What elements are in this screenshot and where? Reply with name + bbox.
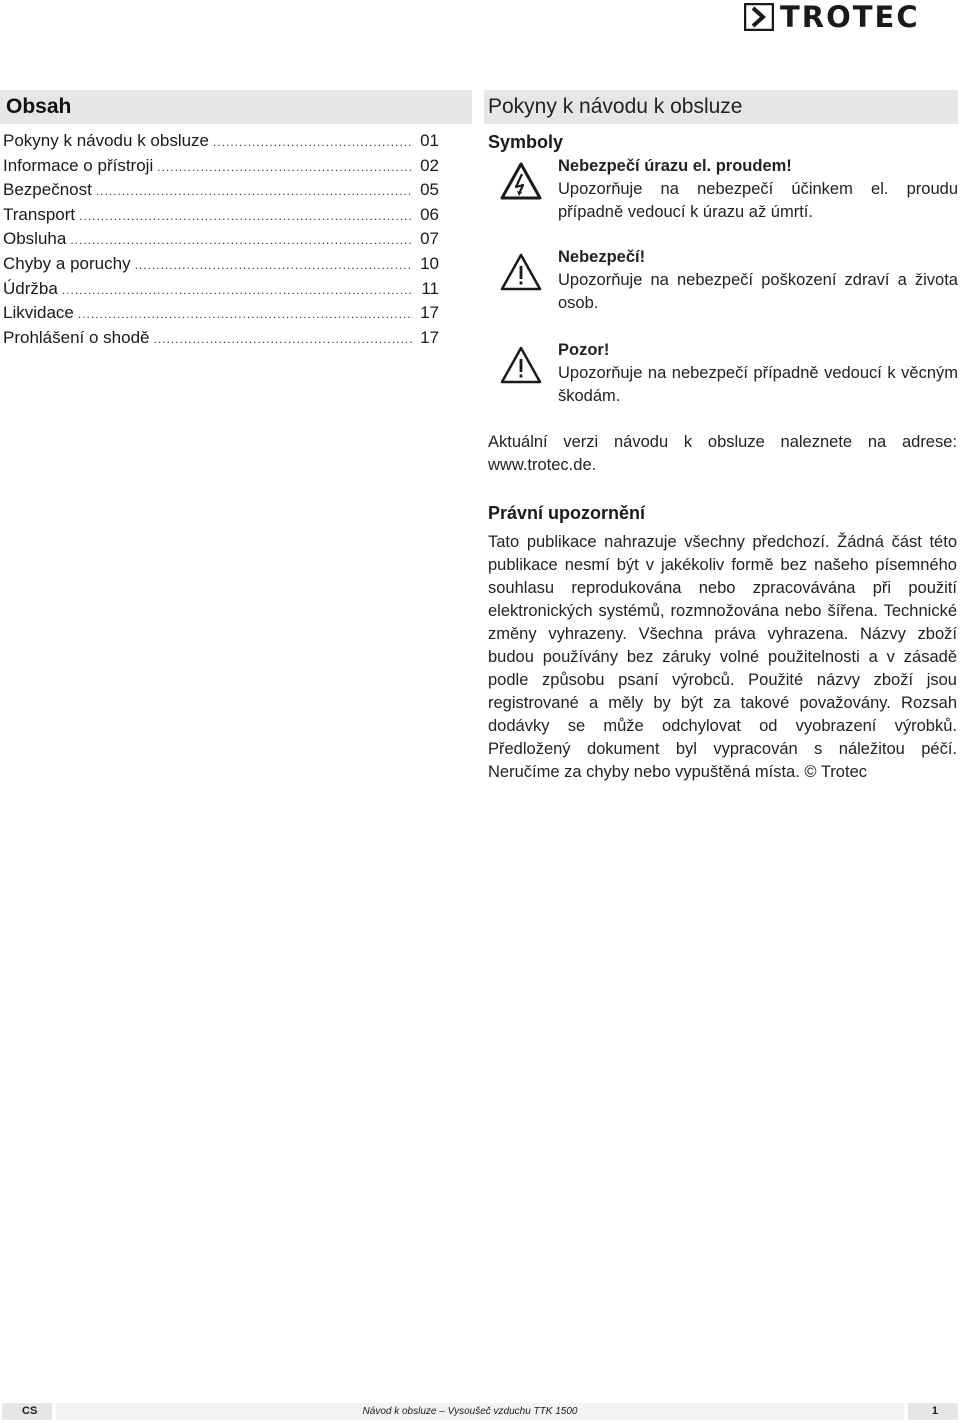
section-title: Pokyny k návodu k obsluze — [484, 90, 958, 124]
toc-item-label: Prohlášení o shodě — [3, 327, 150, 347]
logo-text: TROTEC — [780, 0, 920, 34]
symbol-text: Upozorňuje na nebezpečí účinkem el. proudu případně vedoucí k úrazu až úmrtí. — [558, 180, 958, 221]
electric-hazard-icon — [500, 161, 542, 201]
legal-heading: Právní upozornění — [488, 503, 646, 523]
warning-icon — [500, 252, 542, 292]
toc-leader — [154, 332, 414, 346]
toc-item[interactable] — [0, 131, 439, 156]
toc-item-label: Chyby a poruchy — [3, 253, 131, 273]
symbol-caution — [484, 339, 958, 408]
toc-list — [0, 131, 472, 352]
toc-item[interactable] — [0, 279, 439, 304]
toc-item[interactable] — [0, 303, 439, 328]
toc-item-label: Informace o přístroji — [3, 155, 154, 175]
symbols-heading: Symboly — [488, 132, 564, 152]
toc-leader — [78, 307, 413, 321]
footer-language: CS — [2, 1403, 52, 1420]
toc-item-label: Likvidace — [3, 303, 74, 323]
toc-item-page: 17 — [420, 327, 439, 347]
symbol-title: Nebezpečí úrazu el. proudem! — [558, 157, 792, 175]
toc-item[interactable] — [0, 254, 439, 279]
toc-item-label: Obsluha — [3, 229, 67, 249]
toc-item-page: 02 — [420, 155, 439, 175]
toc-item-page: 11 — [421, 278, 439, 298]
toc-item-label: Bezpečnost — [3, 180, 92, 200]
footer-title: Návod k obsluze – Vysoušeč vzduchu TTK 1500 — [56, 1403, 904, 1420]
toc-item-page: 10 — [420, 253, 439, 273]
symbol-title: Nebezpečí! — [558, 248, 646, 266]
page-footer — [2, 1403, 958, 1420]
toc-leader — [79, 209, 413, 223]
version-note: Aktuální verzi návodu k obsluze naleznete na adrese: www.trotec.de. — [488, 433, 957, 474]
toc-item-label: Údržba — [3, 278, 58, 298]
symbol-title: Pozor! — [558, 341, 610, 359]
toc-item-label: Pokyny k návodu k obsluze — [3, 131, 210, 150]
toc-item[interactable] — [0, 156, 439, 181]
toc-item[interactable] — [0, 328, 439, 353]
symbol-text: Upozorňuje na nebezpečí případně vedoucí k věcným škodám. — [558, 364, 958, 405]
logo-chevron-icon — [744, 3, 774, 31]
toc-leader — [62, 283, 413, 297]
toc-item-page: 05 — [420, 180, 439, 200]
footer-page-number: 1 — [908, 1403, 958, 1420]
table-of-contents — [0, 90, 472, 352]
toc-item[interactable] — [0, 180, 439, 205]
caution-icon — [500, 345, 542, 385]
symbol-electric-hazard — [484, 155, 958, 224]
legal-text: Tato publikace nahrazuje všechny předchozí. Žádná část této publikace nesmí být v jakékoliv formě bez našeho písemného souhlasu reprodukována nebo zpracovávána při použití elektronických systémů, rozmnožována nebo šířena. Technické změny vyhrazeny. Všechna práva vyhrazena. Názvy zboží budou používány bez záruky volné použitelnosti a v zásadě podle způsobu psaní výrobců. Použité názvy zboží jsou registrované a měly by být za takové považovány. Rozsah dodávky se může odchylovat od vyobrazení výrobků. Předložený dokument byl vypracován s náležitou péčí. Neručíme za chyby nebo vypuštěná místa. © Trotec — [488, 533, 957, 781]
toc-item-page: 01 — [420, 131, 439, 150]
toc-item-page: 07 — [420, 229, 439, 249]
toc-item[interactable] — [0, 229, 439, 254]
toc-item-label: Transport — [3, 204, 76, 224]
toc-title: Obsah — [0, 90, 472, 124]
trotec-logo — [744, 2, 956, 32]
toc-leader — [213, 135, 413, 149]
symbol-danger — [484, 246, 958, 315]
toc-leader — [96, 184, 413, 198]
main-content — [484, 90, 958, 784]
toc-leader — [135, 258, 413, 272]
toc-item-page: 17 — [420, 303, 439, 323]
toc-leader — [70, 233, 413, 247]
toc-item[interactable] — [0, 205, 439, 230]
symbol-text: Upozorňuje na nebezpečí poškození zdraví a života osob. — [558, 271, 958, 312]
toc-item-page: 06 — [420, 204, 439, 224]
toc-leader — [157, 160, 413, 174]
